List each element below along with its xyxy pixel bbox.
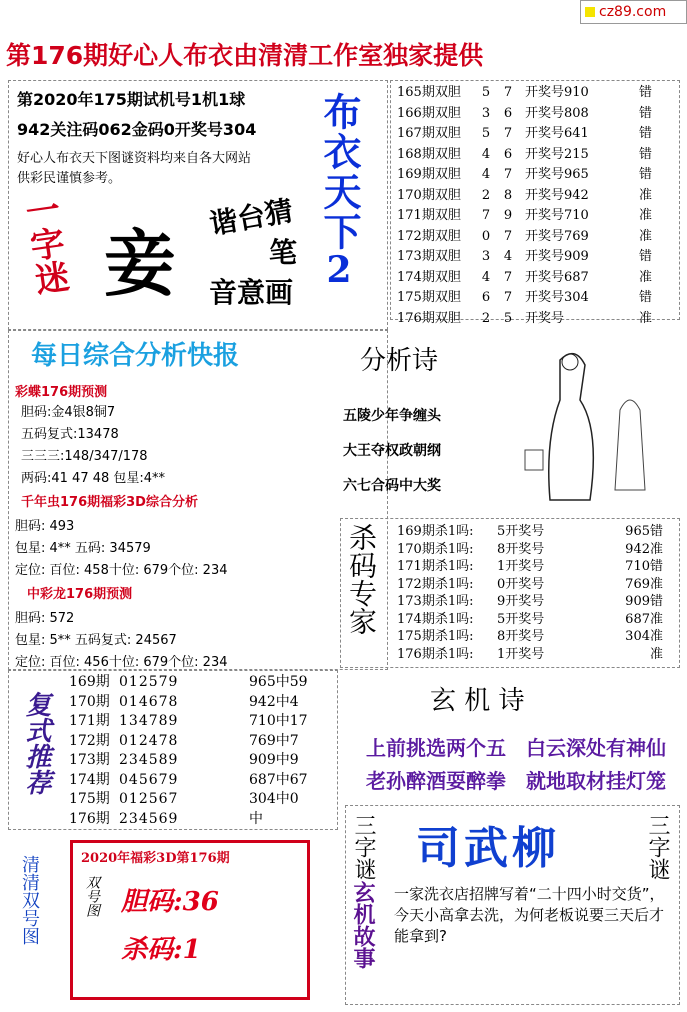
history-a: 3 <box>481 105 491 121</box>
history-period: 167期双胆 <box>397 126 461 141</box>
compound-period: 170期 <box>69 693 110 710</box>
compound-num: 012478 <box>119 732 179 749</box>
history-period: 165期双胆 <box>397 85 461 100</box>
history-result-num: 开奖号 <box>525 310 565 326</box>
trial-line-3: 好心人布衣天下图谜资料均来自各大网站 <box>17 151 252 166</box>
bottom-left-label: 三字谜 <box>351 814 376 880</box>
double-box <box>70 840 310 1000</box>
history-a: 5 <box>481 85 491 100</box>
history-a: 4 <box>481 146 491 162</box>
history-mark: 准 <box>639 310 653 326</box>
kill-period: 172期杀1吗: <box>397 576 474 592</box>
compound-period: 173期 <box>69 752 110 768</box>
history-mark: 错 <box>639 85 653 100</box>
history-b: 7 <box>503 228 513 244</box>
riddle-hint-2: 笔 <box>269 236 298 269</box>
history-result-num: 开奖号942 <box>525 187 589 203</box>
history-b: 8 <box>503 187 513 203</box>
history-result-num: 开奖号687 <box>525 269 589 285</box>
history-period: 168期双胆 <box>397 146 461 162</box>
history-result-num: 开奖号910 <box>525 85 589 100</box>
compound-num: 012567 <box>119 791 179 807</box>
compound-label: 复式推荐 <box>21 691 51 795</box>
compound-num: 234589 <box>119 752 179 768</box>
kill-panel <box>340 518 680 668</box>
history-a: 2 <box>481 187 491 203</box>
double-dan: 胆码:36 <box>121 887 219 917</box>
history-period: 171期双胆 <box>397 208 461 223</box>
history-b: 7 <box>503 85 513 100</box>
compound-value: 769中7 <box>249 732 299 749</box>
kill-num: 1开奖号 <box>497 559 545 574</box>
compound-period: 171期 <box>69 713 110 729</box>
kill-period: 174期杀1吗: <box>397 611 474 627</box>
site-badge-text: cz89.com <box>599 4 667 20</box>
double-small: 双号图 <box>84 875 100 917</box>
history-result-num: 开奖号215 <box>525 146 589 162</box>
compound-num: 234569 <box>119 810 179 827</box>
table-row <box>397 206 673 227</box>
history-period: 175期双胆 <box>397 290 461 305</box>
compound-value: 942中4 <box>249 693 299 710</box>
table-row <box>397 628 663 646</box>
history-mark: 准 <box>639 187 653 203</box>
compound-period: 172期 <box>69 732 110 749</box>
riddle-hint-1: 谐台猜 <box>207 193 296 242</box>
table-row <box>397 186 673 207</box>
table-row <box>397 83 673 104</box>
history-mark: 准 <box>639 269 653 285</box>
s1-line-3: 三三三:148/347/178 <box>21 449 148 464</box>
history-mark: 准 <box>639 208 653 223</box>
history-period: 166期双胆 <box>397 105 461 121</box>
history-a: 5 <box>481 126 491 141</box>
history-b: 6 <box>503 105 513 121</box>
double-box-title: 2020年福彩3D第176期 <box>81 851 230 866</box>
trial-line-4: 供彩民谨慎参考。 <box>17 171 122 186</box>
kill-num: 8开奖号 <box>497 541 545 557</box>
s1-line-4: 两码:41 47 48 包星:4** <box>21 471 166 486</box>
s3-line-1: 胆码: 572 <box>15 611 75 626</box>
history-result-num: 开奖号965 <box>525 167 589 182</box>
history-result-num: 开奖号909 <box>525 249 589 264</box>
poem-title: 分析诗 <box>360 346 439 376</box>
table-row <box>69 693 309 713</box>
site-badge[interactable] <box>580 0 687 24</box>
history-period: 174期双胆 <box>397 269 461 285</box>
table-row <box>397 541 663 559</box>
mystic-line-2: 老孙醉酒耍醉拳 就地取材挂灯笼 <box>366 769 666 793</box>
table-row <box>397 309 673 330</box>
compound-panel <box>8 670 338 830</box>
kill-table <box>397 523 663 663</box>
history-result-num: 开奖号641 <box>525 126 589 141</box>
compound-period: 174期 <box>69 771 110 788</box>
history-result-num: 开奖号304 <box>525 290 589 305</box>
compound-value: 965中59 <box>249 674 308 690</box>
table-row <box>69 810 309 830</box>
compound-value: 710中17 <box>249 713 308 729</box>
history-b: 5 <box>503 310 513 326</box>
kill-num: 5开奖号 <box>497 524 545 539</box>
history-mark: 错 <box>639 126 653 141</box>
compound-num: 014678 <box>119 693 179 710</box>
table-row <box>397 576 663 594</box>
compound-table <box>69 673 309 829</box>
compound-value: 304中0 <box>249 791 299 807</box>
mystic-title: 玄 机 诗 <box>430 686 525 716</box>
s3-title: 中彩龙176期预测 <box>27 587 133 602</box>
analysis-panel <box>8 330 388 670</box>
kill-period: 171期杀1吗: <box>397 559 474 574</box>
kill-value: 687准 <box>625 611 663 627</box>
page-title: 第176期好心人布衣由清清工作室独家提供 <box>6 41 484 70</box>
table-row <box>69 790 309 810</box>
trial-line-1: 第2020年175期试机号1机1球 <box>17 90 246 109</box>
history-result-num: 开奖号769 <box>525 228 589 244</box>
history-a: 4 <box>481 167 491 182</box>
double-side-label: 清清双号图 <box>19 855 40 945</box>
analysis-header: 每日综合分析快报 <box>31 341 240 371</box>
table-row <box>397 145 673 166</box>
table-row <box>397 104 673 125</box>
table-row <box>397 611 663 629</box>
s2-line-3: 定位: 百位: 458十位: 679个位: 234 <box>15 563 228 578</box>
s2-line-2: 包星: 4** 五码: 34579 <box>15 541 151 556</box>
kill-period: 169期杀1吗: <box>397 524 474 539</box>
kill-num: 5开奖号 <box>497 611 545 627</box>
s1-line-1: 胆码:金4银8铜7 <box>21 405 116 420</box>
kill-num: 9开奖号 <box>497 594 545 609</box>
story-text: 一家洗衣店招牌写着“二十四小时交货”，今天小高拿去洗，为何老板说要三天后才能拿到? <box>394 885 665 945</box>
table-row <box>397 593 663 611</box>
history-a: 2 <box>481 310 491 326</box>
bottom-words: 司武柳 <box>416 823 560 874</box>
table-row <box>397 646 663 664</box>
square-icon <box>585 7 595 17</box>
mystic-line-1: 上前挑选两个五 白云深处有神仙 <box>366 736 666 760</box>
s2-line-1: 胆码: 493 <box>15 519 75 534</box>
table-row <box>397 165 673 186</box>
kill-value: 769准 <box>625 576 663 592</box>
poem-line-1: 五陵少年争缠头 <box>343 408 441 424</box>
history-mark: 错 <box>639 146 653 162</box>
history-period: 173期双胆 <box>397 249 461 264</box>
table-row <box>69 673 309 693</box>
s3-line-3: 定位: 百位: 456十位: 679个位: 234 <box>15 655 228 670</box>
poem-line-2: 大王夺权政朝纲 <box>343 443 441 459</box>
compound-num: 045679 <box>119 771 179 788</box>
trial-line-2: 942关注码062金码0开奖号304 <box>17 120 257 139</box>
s1-title: 彩蝶176期预测 <box>15 385 108 400</box>
s3-line-2: 包星: 5** 五码复式: 24567 <box>15 633 177 648</box>
history-table <box>391 81 679 331</box>
history-result-num: 开奖号808 <box>525 105 589 121</box>
kill-period: 170期杀1吗: <box>397 541 474 557</box>
compound-period: 169期 <box>69 674 110 690</box>
table-row <box>397 227 673 248</box>
compound-period: 176期 <box>69 810 110 827</box>
history-a: 4 <box>481 269 491 285</box>
table-row <box>397 558 663 576</box>
history-b: 6 <box>503 146 513 162</box>
kill-period: 175期杀1吗: <box>397 629 474 644</box>
table-row <box>69 751 309 771</box>
compound-num: 012579 <box>119 674 179 690</box>
table-row <box>397 124 673 145</box>
table-row <box>69 712 309 732</box>
compound-value: 909中9 <box>249 752 299 768</box>
s2-title: 千年虫176期福彩3D综合分析 <box>21 495 198 510</box>
compound-num: 134789 <box>119 713 179 729</box>
kill-value: 909错 <box>625 594 663 609</box>
history-mark: 错 <box>639 105 653 121</box>
brand-title: 布衣天下 2 <box>317 92 362 291</box>
double-sha: 杀码:1 <box>121 935 201 965</box>
compound-value: 687中67 <box>249 771 308 788</box>
bottom-panel <box>345 805 680 1005</box>
poem-line-3: 六七合码中大奖 <box>343 478 441 494</box>
kill-value: 304准 <box>625 629 663 644</box>
compound-value: 中 <box>249 810 263 827</box>
riddle-label: 一字迷 <box>17 190 71 298</box>
bottom-right-label: 三字谜 <box>645 814 670 880</box>
history-a: 7 <box>481 208 491 223</box>
table-row <box>69 771 309 791</box>
riddle-char: 妾 <box>104 221 177 306</box>
riddle-hint-3: 音意画 <box>209 276 294 309</box>
kill-value: 942准 <box>625 541 663 557</box>
table-row <box>397 247 673 268</box>
history-a: 6 <box>481 290 491 305</box>
history-b: 4 <box>503 249 513 264</box>
kill-value: 965错 <box>625 524 663 539</box>
history-period: 176期双胆 <box>397 310 461 326</box>
kill-num: 1开奖号 <box>497 646 545 662</box>
history-b: 7 <box>503 290 513 305</box>
compound-period: 175期 <box>69 791 110 807</box>
history-mark: 错 <box>639 290 653 305</box>
table-row <box>397 523 663 541</box>
kill-label: 杀码专家 <box>345 523 378 635</box>
history-mark: 错 <box>639 249 653 264</box>
s1-line-2: 五码复式:13478 <box>21 427 119 442</box>
scholar-illustration <box>520 340 670 510</box>
history-a: 3 <box>481 249 491 264</box>
table-row <box>69 732 309 752</box>
table-row <box>397 268 673 289</box>
story-label: 玄机故事 <box>350 881 376 969</box>
table-row <box>397 288 673 309</box>
history-b: 7 <box>503 126 513 141</box>
history-mark: 准 <box>639 228 653 244</box>
kill-value: 准 <box>649 646 663 662</box>
kill-num: 8开奖号 <box>497 629 545 644</box>
history-mark: 错 <box>639 167 653 182</box>
history-period: 172期双胆 <box>397 228 461 244</box>
history-result-num: 开奖号710 <box>525 208 589 223</box>
history-a: 0 <box>481 228 491 244</box>
history-b: 9 <box>503 208 513 223</box>
history-period: 170期双胆 <box>397 187 461 203</box>
kill-period: 173期杀1吗: <box>397 594 474 609</box>
history-panel <box>390 80 680 326</box>
history-b: 7 <box>503 269 513 285</box>
kill-period: 176期杀1吗: <box>397 646 474 662</box>
kill-num: 0开奖号 <box>497 576 545 592</box>
history-period: 169期双胆 <box>397 167 461 182</box>
history-b: 7 <box>503 167 513 182</box>
kill-value: 710错 <box>625 559 663 574</box>
